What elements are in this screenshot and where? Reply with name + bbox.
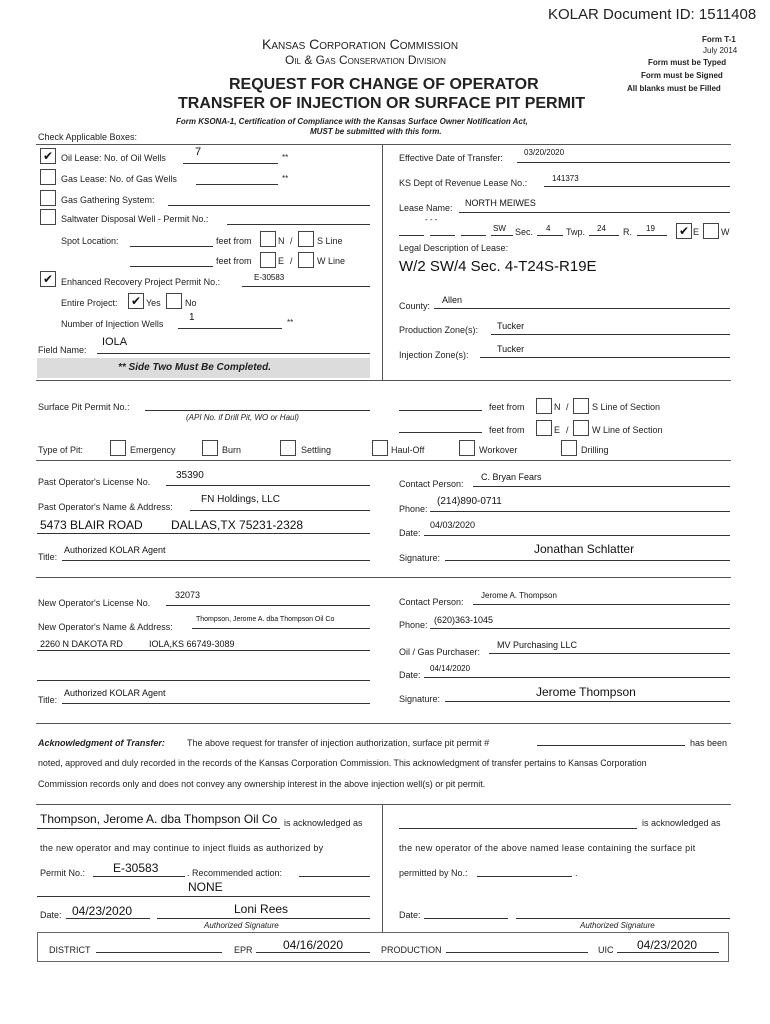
field-underline <box>430 235 455 236</box>
ack-left-name: Thompson, Jerome A. dba Thompson Oil Co <box>40 812 278 826</box>
feet-from-label: feet from <box>216 236 252 246</box>
county-label: County: <box>399 301 431 311</box>
swd-label: Saltwater Disposal Well - Permit No.: <box>61 214 209 224</box>
required-mark: ** <box>282 153 289 162</box>
field-underline <box>517 162 730 163</box>
field-underline <box>424 677 730 678</box>
permit-no-value: E-30583 <box>113 861 159 875</box>
production-zone-label: Production Zone(s): <box>399 325 479 335</box>
field-underline <box>157 918 370 919</box>
field-underline <box>399 410 482 411</box>
range-w-label: W <box>721 227 730 237</box>
ack-lead: Acknowledgment of Transfer: <box>38 738 165 748</box>
field-underline <box>617 952 719 953</box>
ack-right-is-ack: is acknowledged as <box>642 818 721 828</box>
new-address-2: IOLA,KS 66749-3089 <box>149 639 235 649</box>
no-checkbox[interactable] <box>166 293 182 309</box>
field-underline <box>491 235 513 236</box>
gas-lease-label: Gas Lease: No. of Gas Wells <box>61 174 177 184</box>
permit-no-label: Permit No.: <box>40 868 86 878</box>
county-value: Allen <box>442 295 463 305</box>
field-underline <box>445 560 730 561</box>
past-date-label: Date: <box>399 528 421 538</box>
ack-left-line: the new operator and may continue to inject fluids as authorized by <box>40 843 324 853</box>
quarter-value: SW <box>493 224 506 233</box>
pit-type-label: Type of Pit: <box>38 445 84 455</box>
slash: / <box>566 425 569 435</box>
slash: / <box>290 236 293 246</box>
swd-checkbox[interactable] <box>40 209 56 225</box>
emergency-checkbox[interactable] <box>110 440 126 456</box>
form-number: Form T-1 <box>702 35 736 44</box>
n-label: N <box>278 236 285 246</box>
pit-n-label: N <box>554 402 561 412</box>
api-note: (API No. if Drill Pit, WO or Haul) <box>186 413 299 422</box>
e-checkbox[interactable] <box>260 252 276 268</box>
past-name-value: FN Holdings, LLC <box>201 494 280 505</box>
past-signature-value: Jonathan Schlatter <box>534 542 635 556</box>
eorp-label: Enhanced Recovery Project Permit No.: <box>61 277 221 287</box>
past-title-label: Title: <box>38 552 58 562</box>
quarter-dashes: - - - <box>425 215 438 224</box>
past-contact-value: C. Bryan Fears <box>481 472 542 482</box>
ks-lease-value: 141373 <box>552 174 579 183</box>
gas-gathering-checkbox[interactable] <box>40 190 56 206</box>
new-license-value: 32073 <box>175 590 201 600</box>
new-title-label: Title: <box>38 695 58 705</box>
pit-feet-from: feet from <box>489 402 525 412</box>
note-signed: Form must be Signed <box>641 71 723 80</box>
burn-checkbox[interactable] <box>202 440 218 456</box>
new-signature-label: Signature: <box>399 694 441 704</box>
sec-label: Sec. <box>515 227 534 237</box>
form-subtitle-2: MUST be submitted with this form. <box>310 127 442 136</box>
required-mark: ** <box>287 318 294 327</box>
pit-s-checkbox[interactable] <box>573 398 589 414</box>
entire-project-label: Entire Project: <box>61 298 118 308</box>
field-underline <box>491 334 730 335</box>
field-underline <box>477 876 572 877</box>
no-label: No <box>185 298 197 308</box>
workover-checkbox[interactable] <box>459 440 475 456</box>
uic-label: UIC <box>598 945 614 955</box>
divider <box>36 460 731 461</box>
slash: / <box>290 256 293 266</box>
new-date-label: Date: <box>399 670 421 680</box>
check-label: Check Applicable Boxes: <box>38 132 138 142</box>
auth-signature-label: Authorized Signature <box>204 921 279 930</box>
field-underline <box>399 828 637 829</box>
pit-e-label: E <box>554 425 561 435</box>
new-contact-value: Jerome A. Thompson <box>481 591 557 600</box>
ks-lease-label: KS Dept of Revenue Lease No.: <box>399 178 528 188</box>
note-typed: Form must be Typed <box>648 58 727 67</box>
past-name-label: Past Operator's Name & Address: <box>38 502 173 512</box>
field-underline <box>637 235 667 236</box>
field-underline <box>192 628 370 629</box>
field-underline <box>299 876 370 877</box>
ack-right-date-label: Date: <box>399 910 421 920</box>
field-underline <box>62 703 370 704</box>
field-underline <box>130 266 213 267</box>
drilling-checkbox[interactable] <box>561 440 577 456</box>
past-signature-label: Signature: <box>399 553 441 563</box>
legal-desc-label: Legal Description of Lease: <box>399 243 509 253</box>
yes-checkbox[interactable]: ✔ <box>128 293 144 309</box>
field-underline <box>516 918 730 919</box>
past-address-1: 5473 BLAIR ROAD <box>40 518 143 532</box>
field-underline <box>446 952 588 953</box>
uic-value: 04/23/2020 <box>637 938 698 952</box>
past-license-value: 35390 <box>176 470 204 481</box>
emergency-label: Emergency <box>130 445 176 455</box>
feet-from-label: feet from <box>216 256 252 266</box>
new-title-value: Authorized KOLAR Agent <box>64 688 166 698</box>
sec-value: 4 <box>546 224 551 233</box>
eorp-value: E-30583 <box>254 273 285 282</box>
field-underline <box>489 653 730 654</box>
injection-wells-value: 1 <box>189 312 195 323</box>
divider <box>36 380 731 381</box>
hauloff-checkbox[interactable] <box>372 440 388 456</box>
field-underline <box>96 952 222 953</box>
ack-date-value: 04/23/2020 <box>72 904 133 918</box>
epr-value: 04/16/2020 <box>283 938 344 952</box>
field-underline <box>168 205 370 206</box>
field-underline <box>97 353 370 354</box>
divider <box>382 144 383 380</box>
lease-name-value: NORTH MEIWES <box>465 198 536 208</box>
ack-text-1: The above request for transfer of injection authorization, surface pit permit # <box>187 738 490 748</box>
field-underline <box>37 828 280 829</box>
past-address-2: DALLAS,TX 75231-2328 <box>171 518 304 532</box>
field-underline <box>445 701 730 702</box>
injection-wells-label: Number of Injection Wells <box>61 319 164 329</box>
field-underline <box>424 918 508 919</box>
twp-label: Twp. <box>566 227 586 237</box>
new-address-1: 2260 N DAKOTA RD <box>40 639 123 649</box>
field-underline <box>473 486 730 487</box>
injection-zone-value: Tucker <box>497 344 525 354</box>
past-date-value: 04/03/2020 <box>430 520 476 530</box>
pit-w-checkbox[interactable] <box>573 420 589 436</box>
spot-location-label: Spot Location: <box>61 236 119 246</box>
new-license-label: New Operator's License No. <box>38 598 151 608</box>
new-name-value: Thompson, Jerome A. dba Thompson Oil Co <box>196 616 335 623</box>
new-date-value: 04/14/2020 <box>430 664 471 673</box>
effective-date-label: Effective Date of Transfer: <box>399 153 503 163</box>
agency-name: Kansas Corporation Commission <box>262 36 459 52</box>
field-underline <box>459 212 730 213</box>
field-underline <box>178 328 282 329</box>
pit-e-checkbox[interactable] <box>536 420 552 436</box>
range-value: 19 <box>646 224 655 233</box>
pit-w-line: W Line of Section <box>592 425 663 435</box>
pit-s-line: S Line of Section <box>592 402 661 412</box>
field-underline <box>399 235 424 236</box>
permitted-label: permitted by No.: <box>399 868 468 878</box>
w-checkbox[interactable] <box>298 252 314 268</box>
drilling-label: Drilling <box>581 445 609 455</box>
new-phone-value: (620)363-1045 <box>434 615 494 625</box>
field-underline <box>537 745 685 746</box>
period: . <box>575 868 578 878</box>
field-underline <box>37 896 370 897</box>
new-phone-label: Phone: <box>399 620 428 630</box>
recommended-value: NONE <box>188 880 223 894</box>
district-label: DISTRICT <box>49 945 91 955</box>
new-signature-value: Jerome Thompson <box>536 685 636 699</box>
ack-signature-value: Loni Rees <box>234 902 289 916</box>
legal-desc-value: W/2 SW/4 Sec. 4-T24S-R19E <box>399 258 597 275</box>
settling-label: Settling <box>301 445 332 455</box>
field-underline <box>589 235 619 236</box>
w-line-label: W Line <box>317 256 346 266</box>
ack-text-3: Commission records only and does not convey any ownership interest in the above injection well(s) or pit permit. <box>38 779 486 789</box>
field-underline <box>166 605 370 606</box>
range-e-label: E <box>693 227 700 237</box>
field-underline <box>145 410 370 411</box>
field-underline <box>461 235 486 236</box>
hauloff-label: Haul-Off <box>391 445 425 455</box>
recommended-label: . Recommended action: <box>187 868 283 878</box>
settling-checkbox[interactable] <box>280 440 296 456</box>
field-underline <box>37 650 370 651</box>
pit-feet-from: feet from <box>489 425 525 435</box>
divider <box>382 804 383 932</box>
ack-text-1b: has been <box>690 738 728 748</box>
past-phone-value: (214)890-0711 <box>437 496 502 507</box>
note-filled: All blanks must be Filled <box>627 84 721 93</box>
field-underline <box>166 485 370 486</box>
oil-wells-value: 7 <box>195 146 202 158</box>
field-underline <box>93 876 185 877</box>
field-underline <box>227 224 370 225</box>
field-underline <box>37 680 370 681</box>
s-checkbox[interactable] <box>298 231 314 247</box>
field-underline <box>183 163 278 164</box>
oil-lease-label: Oil Lease: No. of Oil Wells <box>61 153 166 163</box>
past-phone-label: Phone: <box>399 504 428 514</box>
field-underline <box>242 286 370 287</box>
field-name-label: Field Name: <box>38 345 87 355</box>
field-underline <box>130 246 213 247</box>
yes-label: Yes <box>146 298 161 308</box>
range-w-checkbox[interactable] <box>703 223 719 239</box>
gas-gathering-label: Gas Gathering System: <box>61 195 155 205</box>
ack-date-label: Date: <box>40 910 62 920</box>
e-label: E <box>278 256 285 266</box>
production-label: PRODUCTION <box>381 945 442 955</box>
workover-label: Workover <box>479 445 518 455</box>
divider <box>36 723 731 724</box>
new-name-label: New Operator's Name & Address: <box>38 622 173 632</box>
new-contact-label: Contact Person: <box>399 597 464 607</box>
field-underline <box>66 918 150 919</box>
surface-pit-label: Surface Pit Permit No.: <box>38 402 130 412</box>
ack-text-2: noted, approved and duly recorded in the records of the Kansas Corporation Commission. This acknowledgment of transfer pertains to Kansas Corporation <box>38 758 647 768</box>
divider <box>36 804 731 805</box>
n-checkbox[interactable] <box>260 231 276 247</box>
pit-n-checkbox[interactable] <box>536 398 552 414</box>
division-name: Oil & Gas Conservation Division <box>285 53 446 67</box>
purchaser-value: MV Purchasing LLC <box>497 640 578 650</box>
divider <box>36 577 731 578</box>
field-underline <box>430 628 730 629</box>
field-underline <box>473 604 730 605</box>
injection-zone-label: Injection Zone(s): <box>399 350 469 360</box>
purchaser-label: Oil / Gas Purchaser: <box>399 647 481 657</box>
form-date: July 2014 <box>703 46 738 55</box>
ack-left-is-ack: is acknowledged as <box>284 818 363 828</box>
field-underline <box>196 184 278 185</box>
burn-label: Burn <box>222 445 242 455</box>
range-e-checkbox[interactable]: ✔ <box>676 223 692 239</box>
field-underline <box>537 235 563 236</box>
form-subtitle-1: Form KSONA-1, Certification of Compliance with the Kansas Surface Owner Notification Act, <box>176 117 528 126</box>
effective-date-value: 03/20/2020 <box>524 148 565 157</box>
document-id: KOLAR Document ID: 1511408 <box>548 6 757 23</box>
field-underline <box>480 357 730 358</box>
past-title-value: Authorized KOLAR Agent <box>64 545 166 555</box>
field-underline <box>399 432 482 433</box>
form-title-1: REQUEST FOR CHANGE OF OPERATOR <box>229 76 539 93</box>
s-line-label: S Line <box>317 236 343 246</box>
field-name-value: IOLA <box>102 336 128 348</box>
slash: / <box>566 402 569 412</box>
required-mark: ** <box>282 174 289 183</box>
range-label: R. <box>623 227 632 237</box>
field-underline <box>430 511 730 512</box>
field-underline <box>434 308 730 309</box>
divider <box>36 144 731 145</box>
gas-lease-checkbox[interactable] <box>40 169 56 185</box>
oil-lease-checkbox[interactable]: ✔ <box>40 148 56 164</box>
field-underline <box>424 535 730 536</box>
form-title-2: TRANSFER OF INJECTION OR SURFACE PIT PERMIT <box>178 95 586 112</box>
past-contact-label: Contact Person: <box>399 479 464 489</box>
field-underline <box>62 560 370 561</box>
field-underline <box>544 186 730 187</box>
field-underline <box>256 952 370 953</box>
lease-name-label: Lease Name: <box>399 203 453 213</box>
past-license-label: Past Operator's License No. <box>38 477 151 487</box>
epr-label: EPR <box>234 945 253 955</box>
ack-right-line: the new operator of the above named lease containing the surface pit <box>399 843 696 853</box>
production-zone-value: Tucker <box>497 321 525 331</box>
eorp-checkbox[interactable]: ✔ <box>40 271 56 287</box>
field-underline <box>190 510 370 511</box>
auth-signature-label-right: Authorized Signature <box>580 921 655 930</box>
field-underline <box>37 533 370 534</box>
side-two-text: ** Side Two Must Be Completed. <box>118 362 271 373</box>
twp-value: 24 <box>597 224 606 233</box>
